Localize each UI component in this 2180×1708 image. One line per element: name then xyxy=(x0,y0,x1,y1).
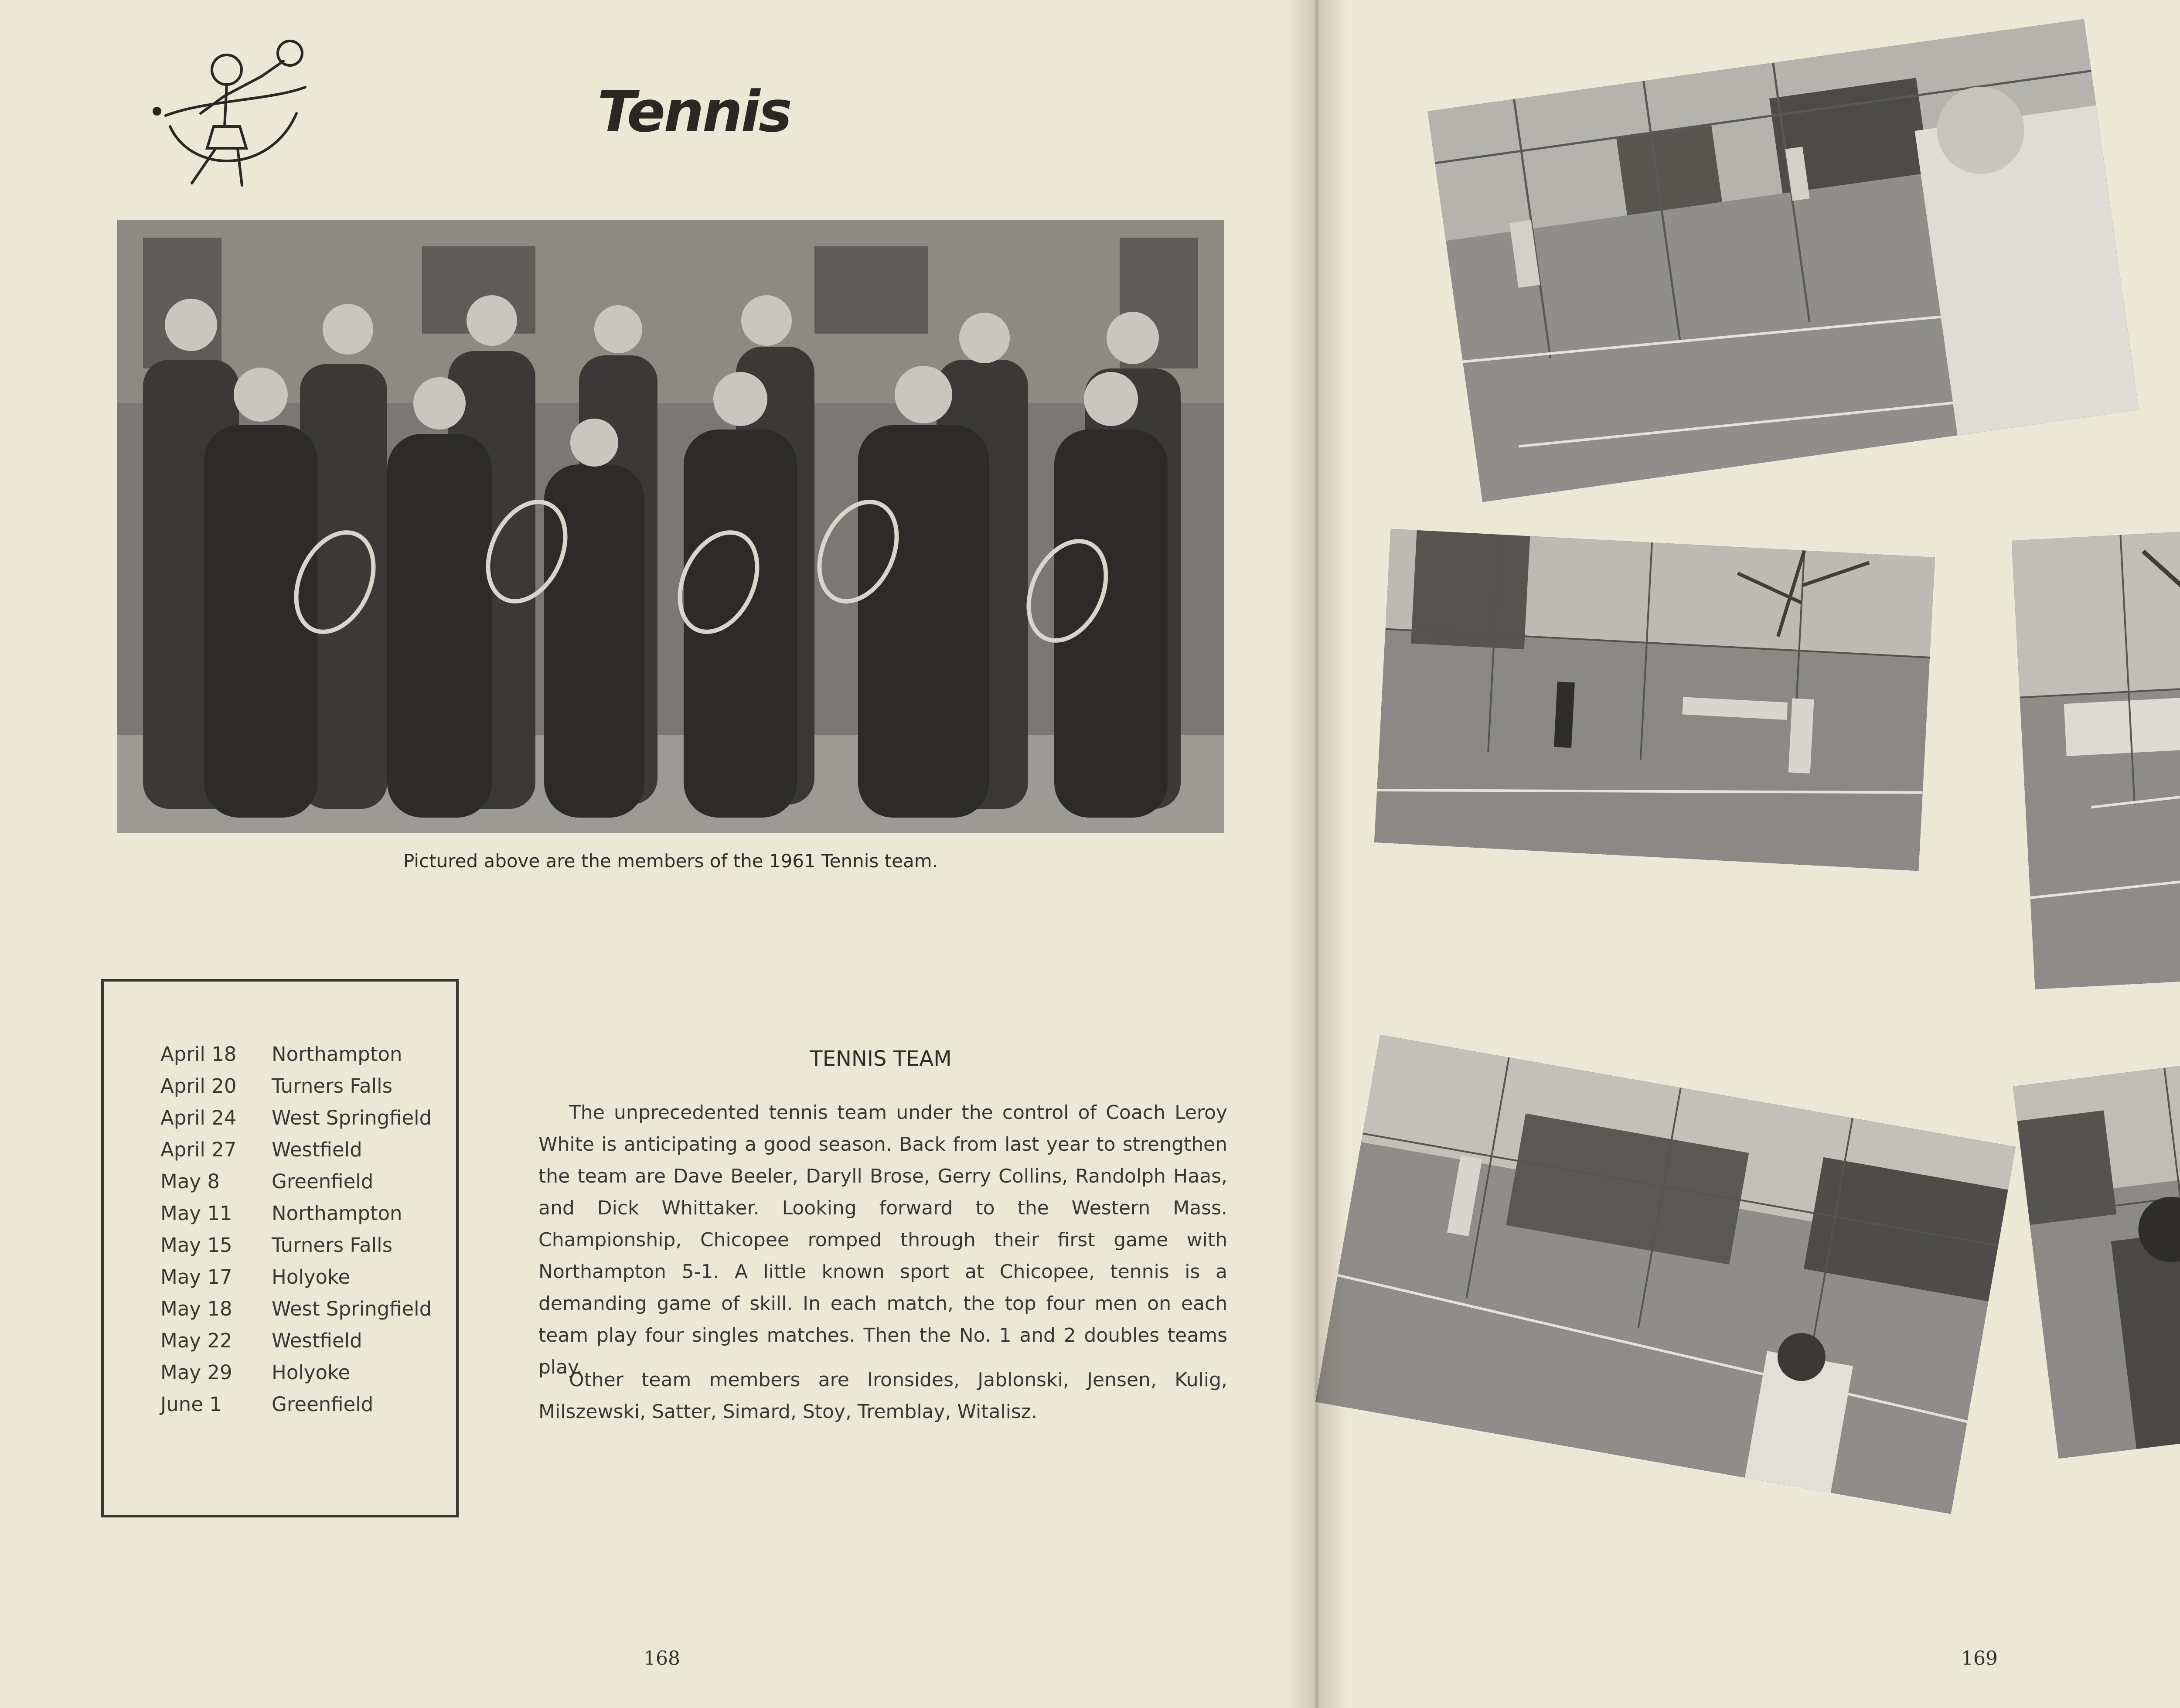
schedule-row: June 1 Greenfield xyxy=(160,1393,374,1416)
article-heading: TENNIS TEAM xyxy=(810,1047,952,1071)
court-photo xyxy=(1374,529,1935,871)
page-title: Tennis xyxy=(597,78,791,145)
schedule-row: April 24 West Springfield xyxy=(160,1106,432,1129)
page-number: 168 xyxy=(644,1647,680,1670)
schedule-row: May 17 Holyoke xyxy=(160,1265,351,1289)
tennis-player-cartoon-icon xyxy=(140,35,323,201)
schedule-row: May 18 West Springfield xyxy=(160,1297,432,1320)
schedule-box xyxy=(101,979,459,1517)
article-paragraph: The unprecedented tennis team under the control of Coach Leroy White is anticipating a good season. Back from last year to strengthen the team are Dave Beeler, Daryll Brose, Gerry Collins, Randolph Haas, and Dick Whittaker. Looking forward to the Western Mass. Championship, Chicopee romped through their first game with Northampton 5-1. A little known sport at Chicopee, tennis is a demanding game of skill. In each match, the top four men on each team play four singles matches. Then the No. 1 and 2 doubles teams play. xyxy=(538,1101,1227,1378)
schedule-row: May 29 Holyoke xyxy=(160,1361,351,1384)
team-photo-caption: Pictured above are the members of the 1961 Tennis team. xyxy=(403,850,938,872)
schedule-row: May 8 Greenfield xyxy=(160,1170,374,1193)
page-number: 169 xyxy=(1961,1647,1998,1670)
schedule-row: April 20 Turners Falls xyxy=(160,1074,393,1098)
schedule-row: May 11 Northampton xyxy=(160,1202,402,1225)
team-photo xyxy=(117,220,1224,833)
schedule-row: April 18 Northampton xyxy=(160,1043,402,1066)
article-paragraph: Other team members are Ironsides, Jablonski, Jensen, Kulig, Milszewski, Satter, Simard, Stoy, Tremblay, Witalisz. xyxy=(538,1369,1227,1423)
schedule-row: May 22 Westfield xyxy=(160,1329,362,1352)
binding-gutter xyxy=(1286,0,1347,1708)
schedule-row: April 27 Westfield xyxy=(160,1138,362,1161)
schedule-row: May 15 Turners Falls xyxy=(160,1234,393,1257)
court-photo xyxy=(2012,515,2180,989)
